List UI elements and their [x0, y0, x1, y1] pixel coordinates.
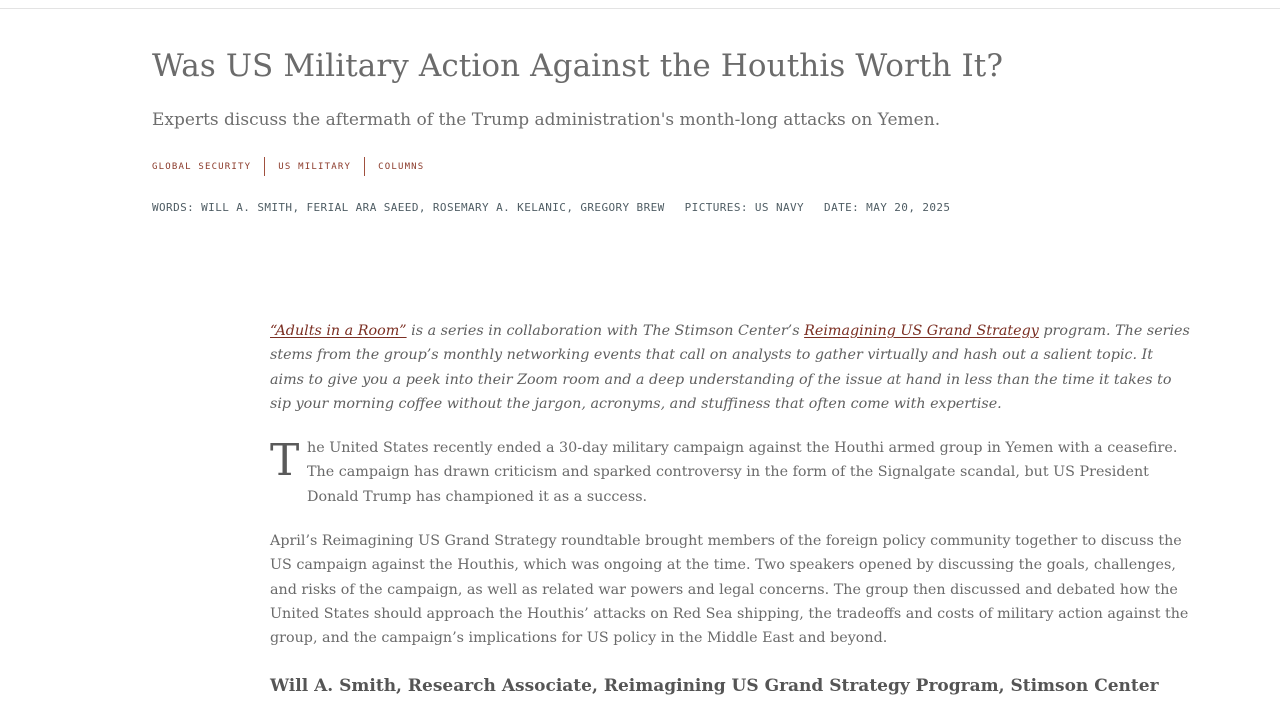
- intro-text-2: program. The series stems from the group’s monthly networking events that call on analysts to gather virtually and hash out a salient topic. It aims to give you a peek into their Zoom room and a deep understanding of the issue at hand in less than the time it takes to sip your morning coffee without the jargon, acronyms, and stuffiness that often come with expertise.: [270, 323, 1190, 412]
- tag-divider: [264, 157, 265, 176]
- article-header: [152, 44, 1152, 132]
- tag-us-military[interactable]: US MILITARY: [278, 161, 352, 172]
- grand-strategy-link[interactable]: Reimagining US Grand Strategy: [804, 323, 1039, 339]
- tag-divider: [364, 157, 365, 176]
- paragraph-1-text: he United States recently ended a 30-day military campaign against the Houthi armed group in Yemen with a ceasefire. The campaign has drawn criticism and sparked controversy in the form of the Signalgate scandal, but US President Donald Trump has championed it as a success.: [307, 440, 1178, 505]
- category-tags: [152, 157, 424, 176]
- body-paragraph: April’s Reimagining US Grand Strategy roundtable brought members of the foreign policy community together to discuss the US campaign against the Houthis, which was ongoing at the time. Two speakers opened by discussing the goals, challenges, and risks of the campaign, as well as related war powers and legal concerns. The group then discussed and debated how the United States should approach the Houthis’ attacks on Red Sea shipping, the tradeoffs and costs of military action against the group, and the campaign’s implications for US policy in the Middle East and beyond.: [270, 533, 1189, 647]
- drop-cap: T: [270, 435, 300, 487]
- meta-date: DATE: MAY 20, 2025: [824, 200, 951, 214]
- article-meta: [152, 199, 950, 215]
- meta-pictures: PICTURES: US NAVY: [684, 200, 805, 214]
- page-subtitle: Experts discuss the aftermath of the Trump administration's month-long attacks on Yemen.: [152, 110, 941, 130]
- article-body: [270, 319, 1190, 699]
- adults-in-a-room-link[interactable]: “Adults in a Room”: [270, 323, 407, 339]
- series-intro: [270, 319, 1190, 416]
- meta-authors: WORDS: WILL A. SMITH, FERIAL ARA SAEED, ROSEMARY A. KELANIC, GREGORY BREW: [152, 200, 665, 214]
- page-title: Was US Military Action Against the Houthis Worth It?: [152, 48, 1004, 84]
- tag-global-security[interactable]: GLOBAL SECURITY: [152, 161, 252, 172]
- body-paragraph: [270, 436, 1190, 509]
- intro-text-1: is a series in collaboration with The Stimson Center’s: [406, 323, 805, 339]
- top-divider: [0, 8, 1280, 9]
- tag-columns[interactable]: COLUMNS: [378, 161, 425, 172]
- speaker-heading: Will A. Smith, Research Associate, Reimagining US Grand Strategy Program, Stimson Center: [270, 675, 1159, 696]
